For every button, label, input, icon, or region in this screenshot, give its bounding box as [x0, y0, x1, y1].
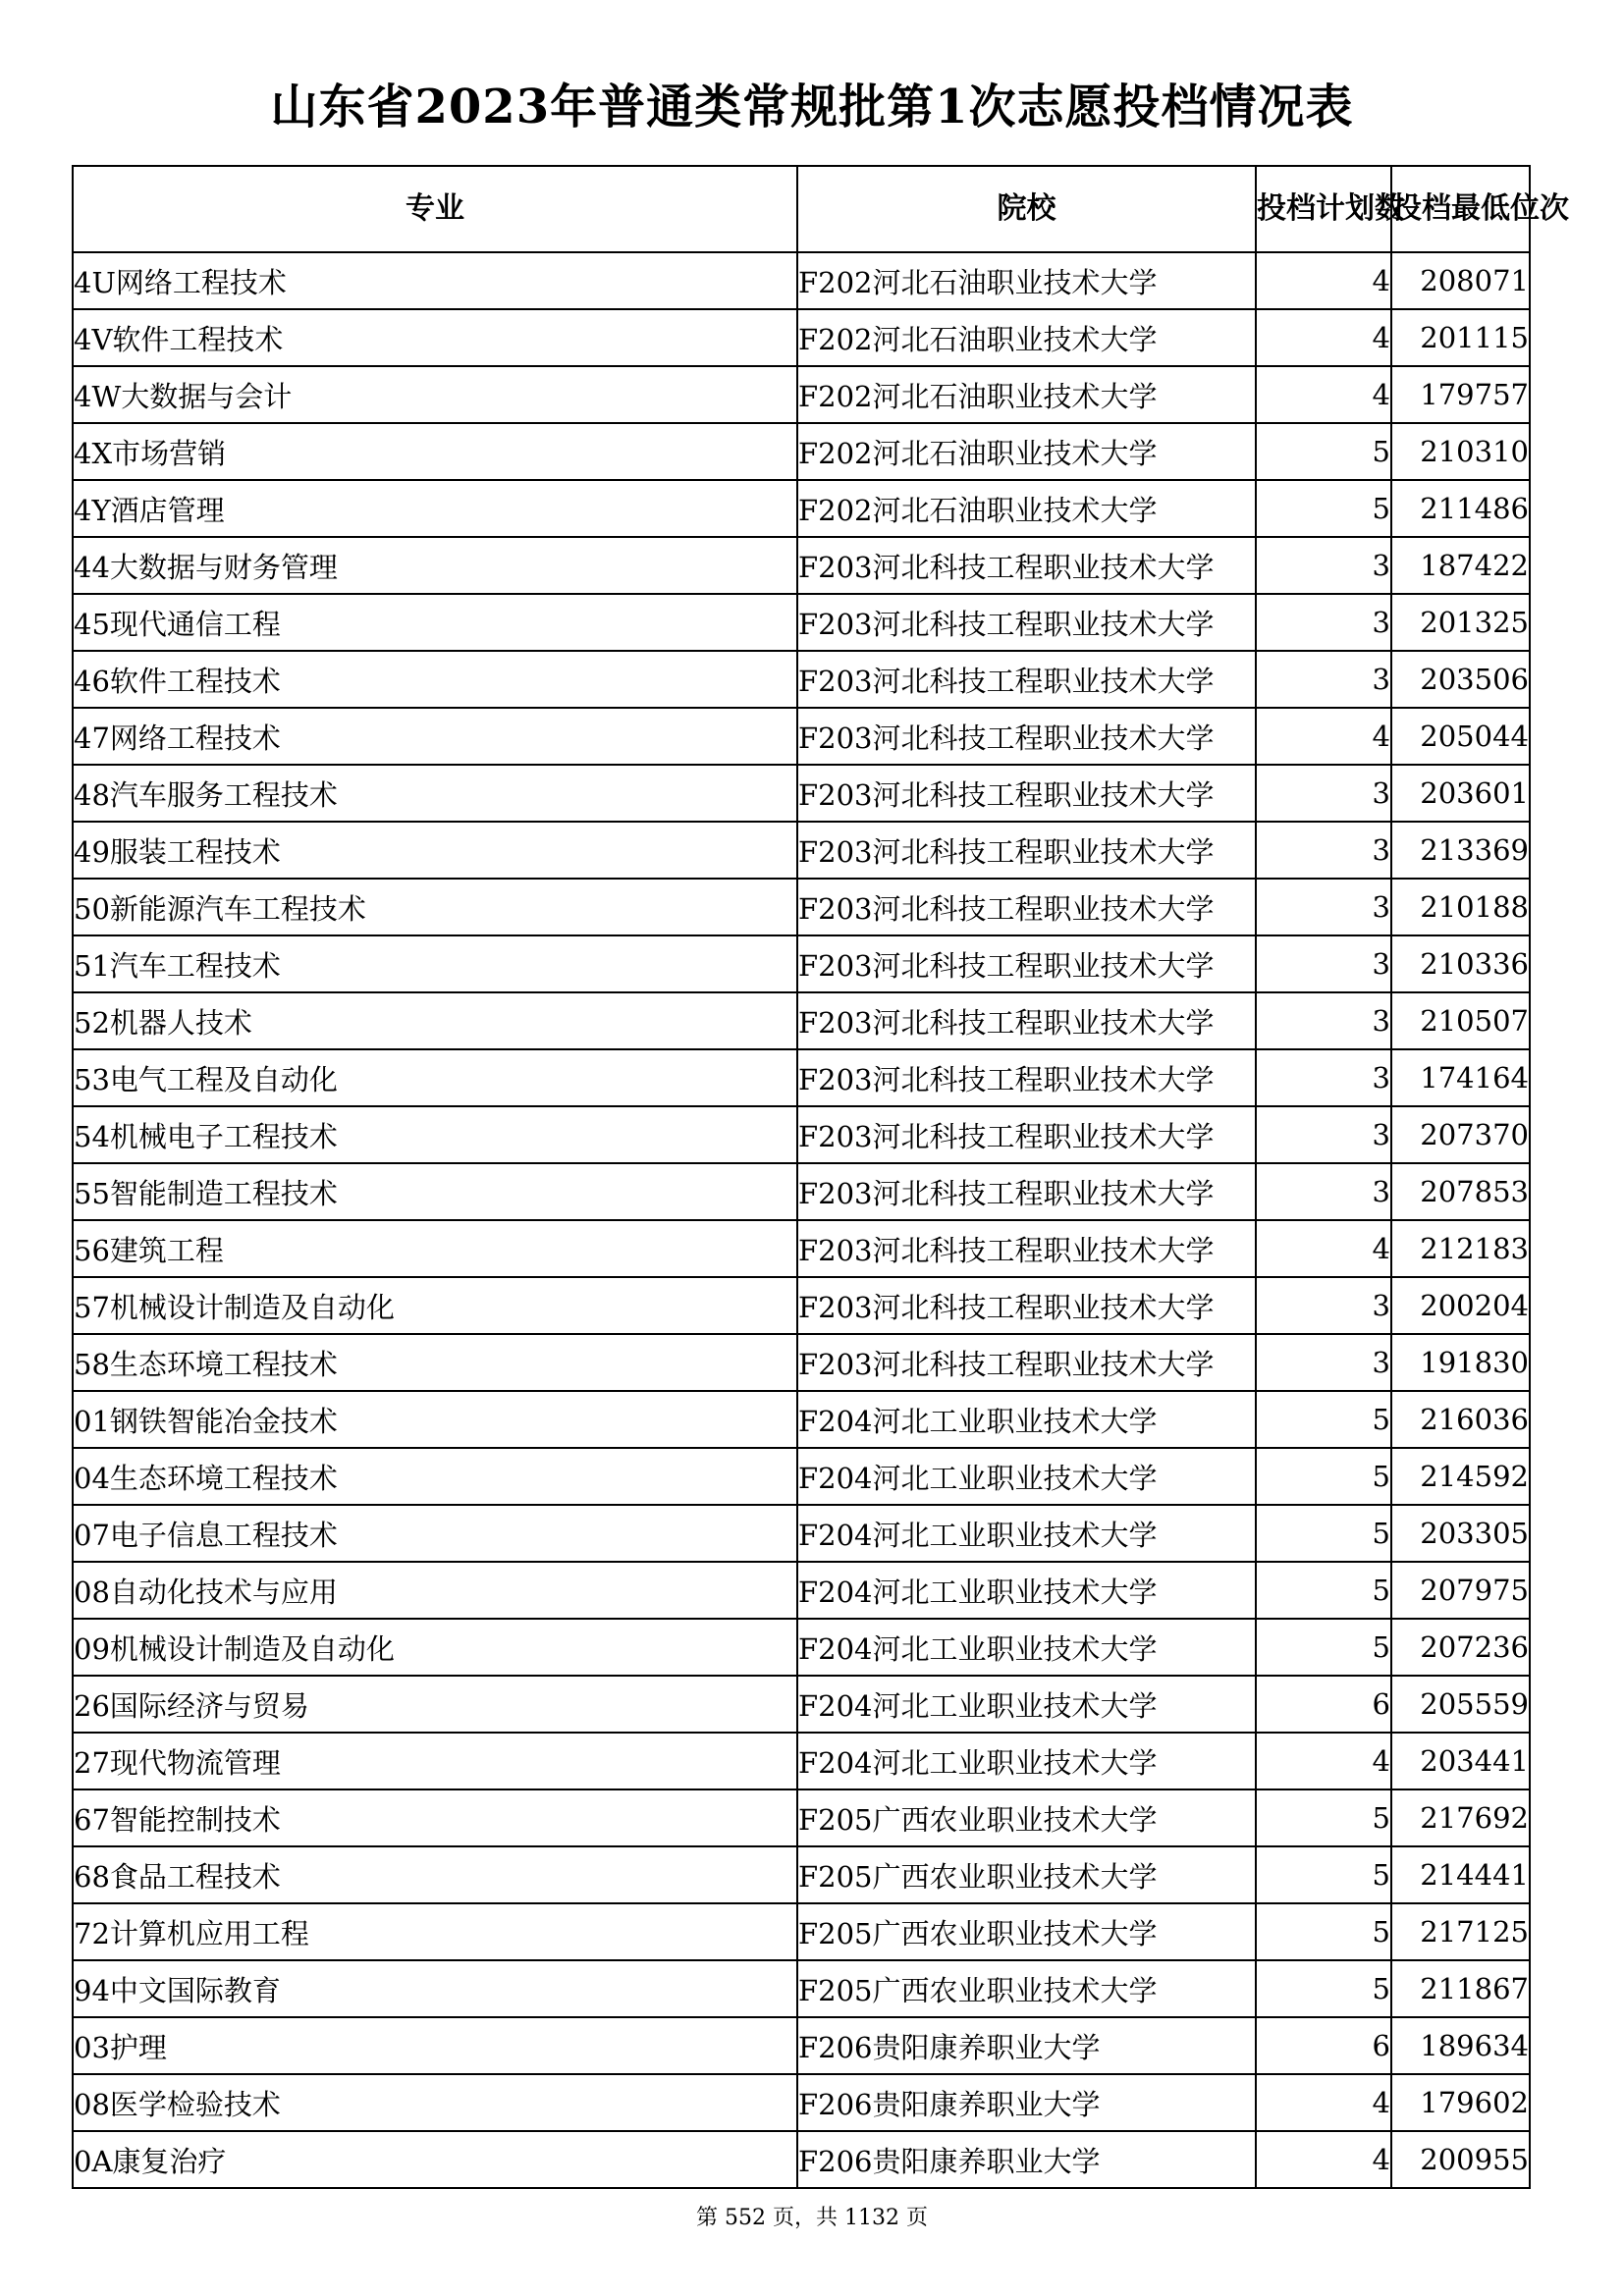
- min-rank-cell: 200955: [1391, 2131, 1530, 2188]
- header-plan: 投档计划数: [1256, 166, 1391, 252]
- min-rank-cell: 201115: [1391, 309, 1530, 366]
- table-row: [73, 708, 1530, 765]
- major-cell: 27现代物流管理: [73, 1733, 797, 1789]
- school-cell: F204河北工业职业技术大学: [797, 1733, 1256, 1789]
- major-cell: 26国际经济与贸易: [73, 1676, 797, 1733]
- school-cell: F204河北工业职业技术大学: [797, 1619, 1256, 1676]
- min-rank-cell: 207236: [1391, 1619, 1530, 1676]
- min-rank-cell: 207370: [1391, 1106, 1530, 1163]
- table-row: [73, 366, 1530, 423]
- plan-count-cell: 3: [1256, 537, 1391, 594]
- table-row: [73, 1106, 1530, 1163]
- table-row: [73, 1220, 1530, 1277]
- min-rank-cell: 214592: [1391, 1448, 1530, 1505]
- table-row: [73, 879, 1530, 935]
- school-cell: F205广西农业职业技术大学: [797, 1846, 1256, 1903]
- min-rank-cell: 179757: [1391, 366, 1530, 423]
- table-row: [73, 423, 1530, 480]
- major-cell: 07电子信息工程技术: [73, 1505, 797, 1562]
- table-row: [73, 1277, 1530, 1334]
- plan-count-cell: 4: [1256, 2131, 1391, 2188]
- school-cell: F204河北工业职业技术大学: [797, 1391, 1256, 1448]
- table-row: [73, 537, 1530, 594]
- major-cell: 4W大数据与会计: [73, 366, 797, 423]
- table-row: [73, 651, 1530, 708]
- min-rank-cell: 203506: [1391, 651, 1530, 708]
- major-cell: 44大数据与财务管理: [73, 537, 797, 594]
- min-rank-cell: 214441: [1391, 1846, 1530, 1903]
- school-cell: F203河北科技工程职业技术大学: [797, 935, 1256, 992]
- min-rank-cell: 210336: [1391, 935, 1530, 992]
- min-rank-cell: 207853: [1391, 1163, 1530, 1220]
- major-cell: 46软件工程技术: [73, 651, 797, 708]
- min-rank-cell: 201325: [1391, 594, 1530, 651]
- plan-count-cell: 3: [1256, 1163, 1391, 1220]
- plan-count-cell: 4: [1256, 309, 1391, 366]
- major-cell: 53电气工程及自动化: [73, 1049, 797, 1106]
- school-cell: F203河北科技工程职业技术大学: [797, 765, 1256, 822]
- table-row: [73, 1960, 1530, 2017]
- school-cell: F203河北科技工程职业技术大学: [797, 1106, 1256, 1163]
- plan-count-cell: 4: [1256, 252, 1391, 309]
- header-school: 院校: [797, 166, 1256, 252]
- table-row: [73, 1562, 1530, 1619]
- major-cell: 03护理: [73, 2017, 797, 2074]
- major-cell: 01钢铁智能冶金技术: [73, 1391, 797, 1448]
- table-row: [73, 252, 1530, 309]
- table-row: [73, 2074, 1530, 2131]
- min-rank-cell: 191830: [1391, 1334, 1530, 1391]
- plan-count-cell: 5: [1256, 1789, 1391, 1846]
- school-cell: F205广西农业职业技术大学: [797, 1903, 1256, 1960]
- major-cell: 4U网络工程技术: [73, 252, 797, 309]
- plan-count-cell: 3: [1256, 1277, 1391, 1334]
- school-cell: F206贵阳康养职业大学: [797, 2017, 1256, 2074]
- school-cell: F204河北工业职业技术大学: [797, 1505, 1256, 1562]
- major-cell: 56建筑工程: [73, 1220, 797, 1277]
- major-cell: 4V软件工程技术: [73, 309, 797, 366]
- table-row: [73, 1619, 1530, 1676]
- major-cell: 58生态环境工程技术: [73, 1334, 797, 1391]
- plan-count-cell: 3: [1256, 992, 1391, 1049]
- min-rank-cell: 210310: [1391, 423, 1530, 480]
- table-row: [73, 1846, 1530, 1903]
- school-cell: F203河北科技工程职业技术大学: [797, 537, 1256, 594]
- table-row: [73, 480, 1530, 537]
- school-cell: F206贵阳康养职业大学: [797, 2131, 1256, 2188]
- major-cell: 0A康复治疗: [73, 2131, 797, 2188]
- table-row: [73, 309, 1530, 366]
- min-rank-cell: 203441: [1391, 1733, 1530, 1789]
- plan-count-cell: 3: [1256, 879, 1391, 935]
- header-major: 专业: [73, 166, 797, 252]
- admission-table: [72, 165, 1569, 2189]
- min-rank-cell: 174164: [1391, 1049, 1530, 1106]
- plan-count-cell: 5: [1256, 1960, 1391, 2017]
- table-row: [73, 1334, 1530, 1391]
- school-cell: F203河北科技工程职业技术大学: [797, 879, 1256, 935]
- table-row: [73, 1733, 1530, 1789]
- plan-count-cell: 4: [1256, 366, 1391, 423]
- school-cell: F206贵阳康养职业大学: [797, 2074, 1256, 2131]
- school-cell: F202河北石油职业技术大学: [797, 480, 1256, 537]
- plan-count-cell: 6: [1256, 1676, 1391, 1733]
- min-rank-cell: 210188: [1391, 879, 1530, 935]
- major-cell: 48汽车服务工程技术: [73, 765, 797, 822]
- major-cell: 54机械电子工程技术: [73, 1106, 797, 1163]
- plan-count-cell: 3: [1256, 1334, 1391, 1391]
- plan-count-cell: 5: [1256, 1562, 1391, 1619]
- plan-count-cell: 4: [1256, 2074, 1391, 2131]
- table-row: [73, 765, 1530, 822]
- school-cell: F205广西农业职业技术大学: [797, 1960, 1256, 2017]
- major-cell: 45现代通信工程: [73, 594, 797, 651]
- plan-count-cell: 3: [1256, 651, 1391, 708]
- plan-count-cell: 3: [1256, 935, 1391, 992]
- table-row: [73, 1789, 1530, 1846]
- table-row: [73, 992, 1530, 1049]
- major-cell: 04生态环境工程技术: [73, 1448, 797, 1505]
- min-rank-cell: 217125: [1391, 1903, 1530, 1960]
- plan-count-cell: 5: [1256, 423, 1391, 480]
- major-cell: 67智能控制技术: [73, 1789, 797, 1846]
- min-rank-cell: 205559: [1391, 1676, 1530, 1733]
- plan-count-cell: 3: [1256, 822, 1391, 879]
- school-cell: F203河北科技工程职业技术大学: [797, 1049, 1256, 1106]
- school-cell: F203河北科技工程职业技术大学: [797, 708, 1256, 765]
- major-cell: 4X市场营销: [73, 423, 797, 480]
- min-rank-cell: 211867: [1391, 1960, 1530, 2017]
- min-rank-cell: 189634: [1391, 2017, 1530, 2074]
- plan-count-cell: 4: [1256, 1733, 1391, 1789]
- min-rank-cell: 213369: [1391, 822, 1530, 879]
- plan-count-cell: 3: [1256, 1049, 1391, 1106]
- header-rank: 投档最低位次: [1391, 166, 1530, 252]
- table-row: [73, 1049, 1530, 1106]
- min-rank-cell: 211486: [1391, 480, 1530, 537]
- min-rank-cell: 203601: [1391, 765, 1530, 822]
- min-rank-cell: 216036: [1391, 1391, 1530, 1448]
- school-cell: F203河北科技工程职业技术大学: [797, 992, 1256, 1049]
- plan-count-cell: 5: [1256, 1903, 1391, 1960]
- min-rank-cell: 208071: [1391, 252, 1530, 309]
- table-row: [73, 1163, 1530, 1220]
- plan-count-cell: 3: [1256, 765, 1391, 822]
- table-row: [73, 1505, 1530, 1562]
- major-cell: 52机器人技术: [73, 992, 797, 1049]
- page-title: 山东省2023年普通类常规批第1次志愿投档情况表: [270, 80, 1354, 134]
- plan-count-cell: 3: [1256, 1106, 1391, 1163]
- school-cell: F203河北科技工程职业技术大学: [797, 1277, 1256, 1334]
- plan-count-cell: 5: [1256, 1448, 1391, 1505]
- plan-count-cell: 4: [1256, 1220, 1391, 1277]
- major-cell: 94中文国际教育: [73, 1960, 797, 2017]
- major-cell: 50新能源汽车工程技术: [73, 879, 797, 935]
- school-cell: F202河北石油职业技术大学: [797, 309, 1256, 366]
- plan-count-cell: 5: [1256, 1505, 1391, 1562]
- table-row: [73, 2017, 1530, 2074]
- school-cell: F203河北科技工程职业技术大学: [797, 1220, 1256, 1277]
- plan-count-cell: 5: [1256, 1391, 1391, 1448]
- major-cell: 57机械设计制造及自动化: [73, 1277, 797, 1334]
- major-cell: 49服装工程技术: [73, 822, 797, 879]
- school-cell: F204河北工业职业技术大学: [797, 1562, 1256, 1619]
- school-cell: F203河北科技工程职业技术大学: [797, 1163, 1256, 1220]
- plan-count-cell: 5: [1256, 480, 1391, 537]
- school-cell: F205广西农业职业技术大学: [797, 1789, 1256, 1846]
- school-cell: F202河北石油职业技术大学: [797, 423, 1256, 480]
- school-cell: F203河北科技工程职业技术大学: [797, 651, 1256, 708]
- plan-count-cell: 5: [1256, 1619, 1391, 1676]
- major-cell: 08医学检验技术: [73, 2074, 797, 2131]
- major-cell: 08自动化技术与应用: [73, 1562, 797, 1619]
- table-row: [73, 1391, 1530, 1448]
- table-row: [73, 1448, 1530, 1505]
- min-rank-cell: 200204: [1391, 1277, 1530, 1334]
- school-cell: F203河北科技工程职业技术大学: [797, 1334, 1256, 1391]
- min-rank-cell: 217692: [1391, 1789, 1530, 1846]
- major-cell: 4Y酒店管理: [73, 480, 797, 537]
- min-rank-cell: 187422: [1391, 537, 1530, 594]
- page-footer: 第 552 页，共 1132 页: [696, 2206, 928, 2230]
- plan-count-cell: 4: [1256, 708, 1391, 765]
- plan-count-cell: 3: [1256, 594, 1391, 651]
- major-cell: 09机械设计制造及自动化: [73, 1619, 797, 1676]
- school-cell: F202河北石油职业技术大学: [797, 252, 1256, 309]
- table-row: [73, 1903, 1530, 1960]
- school-cell: F203河北科技工程职业技术大学: [797, 594, 1256, 651]
- min-rank-cell: 207975: [1391, 1562, 1530, 1619]
- major-cell: 68食品工程技术: [73, 1846, 797, 1903]
- table-row: [73, 822, 1530, 879]
- school-cell: F204河北工业职业技术大学: [797, 1676, 1256, 1733]
- table-row: [73, 1676, 1530, 1733]
- major-cell: 51汽车工程技术: [73, 935, 797, 992]
- min-rank-cell: 212183: [1391, 1220, 1530, 1277]
- min-rank-cell: 205044: [1391, 708, 1530, 765]
- major-cell: 72计算机应用工程: [73, 1903, 797, 1960]
- table-row: [73, 935, 1530, 992]
- min-rank-cell: 179602: [1391, 2074, 1530, 2131]
- school-cell: F202河北石油职业技术大学: [797, 366, 1256, 423]
- major-cell: 55智能制造工程技术: [73, 1163, 797, 1220]
- school-cell: F203河北科技工程职业技术大学: [797, 822, 1256, 879]
- min-rank-cell: 203305: [1391, 1505, 1530, 1562]
- table-header-row: [73, 166, 1530, 252]
- table-body: [73, 252, 1530, 2188]
- min-rank-cell: 210507: [1391, 992, 1530, 1049]
- plan-count-cell: 5: [1256, 1846, 1391, 1903]
- plan-count-cell: 6: [1256, 2017, 1391, 2074]
- table-row: [73, 2131, 1530, 2188]
- table-row: [73, 594, 1530, 651]
- major-cell: 47网络工程技术: [73, 708, 797, 765]
- school-cell: F204河北工业职业技术大学: [797, 1448, 1256, 1505]
